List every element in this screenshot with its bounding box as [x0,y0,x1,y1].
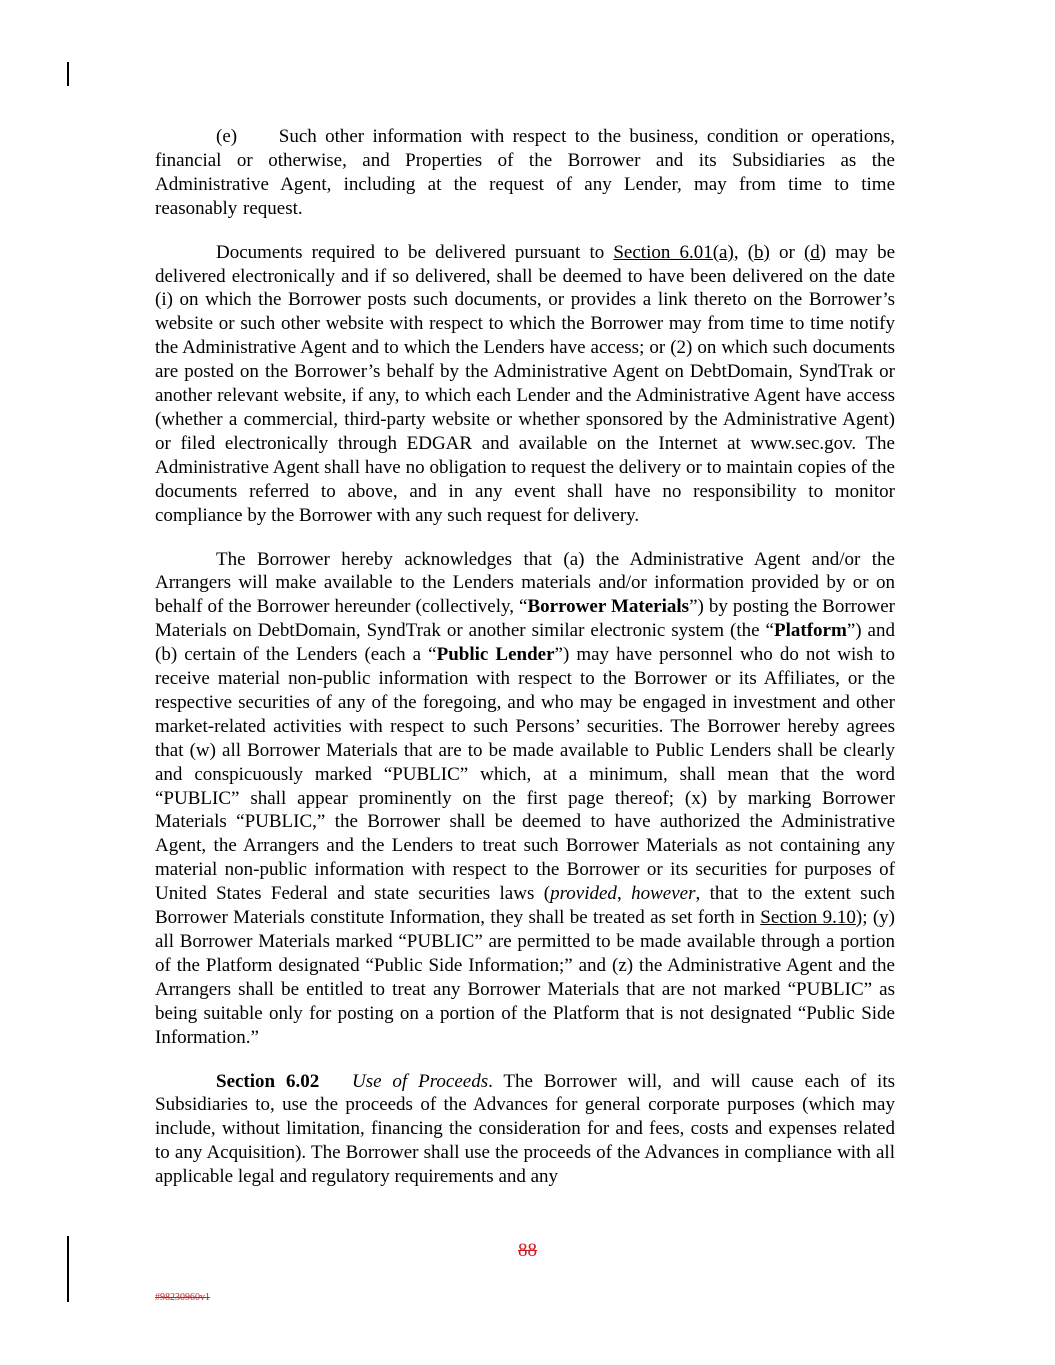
section-602-text: . The Borrower will, and will cause each of its Subsidiaries to, use the proceeds of the Advances for general corporate purposes (which may include, without limitation, financing the consideration for and fees, costs and expenses related to any Acquisition). The Borrower shall use the proceeds of the Advances in compliance with all applicable legal and regulatory requirements and any [155,1070,896,1188]
section-910-link[interactable]: Section 9.10 [760,907,856,929]
section-601b-link[interactable]: (b) [747,241,770,263]
documents-text-4: may be delivered electronically and if so delivered, shall be deemed to have been delivered on the date (i) on which the Borrower posts such documents, or provides a link thereto on the Borrower’s website or such other website with respect to which the Borrower may from time to time notify the Administrative Agent and to which the Lenders have access; or (2) on which such documents are posted on the Borrower’s behalf by the Administrative Agent on DebtDomain, SyndTrak or another relevant website, if any, to which each Lender and the Administrative Agent have access (whether a commercial, third-party website or whether sponsored by the Administrative Agent) or filed electronically through EDGAR and available on the Internet at www.sec.gov. The Administrative Agent shall have no obligation to request the delivery or to maintain copies of the documents referred to above, and in any event shall have no responsibility to monitor compliance by the Borrower with any such request for delivery. [155,241,896,526]
ack-text-6: , that to the extent such Borrower Materials constitute Information, they shall be treated as set forth in [155,883,896,929]
italic-however: however [631,883,696,905]
page-number: 88 [518,1240,537,1261]
page-body [155,125,895,1209]
defined-term-borrower-materials: Borrower Materials [527,596,690,618]
section-602-heading: Section 6.02 [216,1070,320,1092]
document-id: #98230960v1 [155,1292,210,1303]
paragraph-e-label: (e) [216,126,238,147]
ack-text-5: , [616,883,632,905]
ack-text-1: The Borrower hereby acknowledges that (a) the Administrative Agent and/or the Arrangers will make available to the Lenders materials and/or information provided by or on behalf of the Borrower hereunder (collectively, “ [155,548,895,618]
top-change-bar [67,62,69,86]
ack-text-2: ”) by posting the Borrower Materials on DebtDomain, SyndTrak or another similar electronic system (the “ [155,596,895,642]
section-602-title: Use of Proceeds [351,1070,489,1092]
defined-term-platform: Platform [774,620,847,642]
ack-text-3: ”) and (b) certain of the Lenders (each a “ [155,620,895,666]
section-601d-link[interactable]: (d) [803,241,827,263]
ack-text-4: ”) may have personnel who do not wish to receive material non-public information with respect to the Borrower or its Affiliates, or the respective securities of any of the foregoing, and who may be engaged in investment and other market-related activities with respect to such Persons’ securities. The Borrower hereby agrees that (w) all Borrower Materials that are to be made available to Public Lenders shall be clearly and conspicuously marked “PUBLIC” which, at a minimum, shall mean that the word “PUBLIC” shall appear prominently on the first page thereof; (x) by marking Borrower Materials “PUBLIC,” the Borrower shall be deemed to have authorized the Administrative Agent, the Arrangers and the Lenders to treat such Borrower Materials as not containing any material non-public information with respect to the Borrower or its securities for purposes of United States Federal and state securities laws ( [155,644,895,905]
paragraph-e [155,125,895,221]
documents-text-2: , [733,241,748,263]
documents-text-1: Documents required to be delivered pursuant to [216,241,614,263]
defined-term-public-lender: Public Lender [436,644,555,666]
ack-text-7: ); (y) all Borrower Materials marked “PUBLIC” are permitted to be made available through a portion of the Platform designated “Public Side Information;” and (z) the Administrative Agent and the Arrangers shall be entitled to treat any Borrower Materials that are not marked “PUBLIC” as being suitable only for posting on a portion of the Platform that is not designated “Public Side Information.” [155,907,896,1048]
acknowledgement-paragraph [155,548,895,1050]
documents-paragraph [155,241,895,528]
documents-text-3: or [769,241,804,263]
paragraph-e-text: Such other information with respect to the business, condition or operations, financial or otherwise, and Properties of the Borrower and its Subsidiaries as the Administrative Agent, including at the request of any Lender, may from time to time reasonably request. [155,126,895,219]
section-601a-link[interactable]: Section 6.01(a) [613,241,734,263]
italic-provided: provided [550,883,617,905]
section-602-paragraph [155,1070,895,1190]
